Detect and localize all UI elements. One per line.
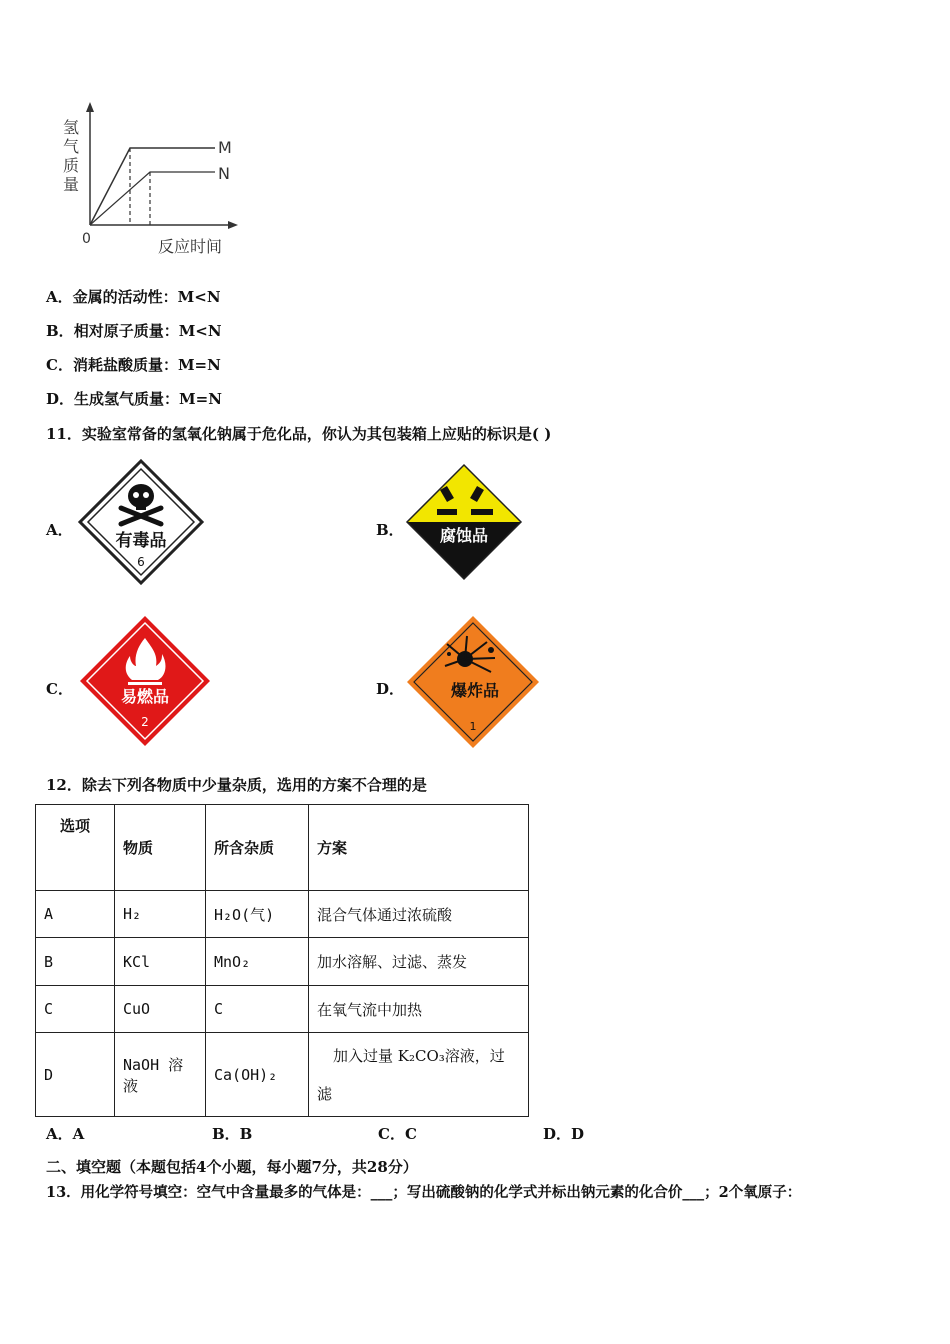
cell-substance: CuO — [115, 986, 206, 1033]
cell-method-line-1: 加入过量 K₂CO₃溶液，过 — [333, 1046, 505, 1065]
toxic-sign-icon — [77, 458, 205, 586]
q10-option-a: A．金属的活动性：M<N — [46, 288, 221, 306]
series-m-line — [90, 148, 215, 225]
cell-substance: H₂ — [115, 891, 206, 938]
q12-answer-a: A．A — [46, 1125, 85, 1143]
header-option: 选项 — [36, 805, 115, 891]
cell-impurity: Ca(OH)₂ — [206, 1033, 309, 1117]
y-axis-label: 氢 气 质 量 — [62, 118, 79, 194]
q11-option-a-letter: A． — [46, 521, 73, 539]
x-axis-arrow — [228, 221, 238, 229]
cell-impurity: H₂O(气) — [206, 891, 309, 938]
header-substance: 物质 — [115, 805, 206, 891]
q12-stem: 12．除去下列各物质中少量杂质，选用的方案不合理的是 — [46, 776, 427, 794]
toxic-sign-text: 有毒品 — [115, 531, 167, 551]
cell-method: 在氧气流中加热 — [309, 986, 529, 1033]
table-header-row — [36, 805, 529, 891]
cell-substance: KCl — [115, 938, 206, 986]
toxic-sign-class: 6 — [137, 555, 145, 569]
section-2-heading: 二、填空题（本题包括4个小题，每小题7分，共28分） — [46, 1158, 418, 1176]
cell-option: C — [36, 986, 115, 1033]
series-n-label: N — [218, 164, 230, 183]
cell-impurity: C — [206, 986, 309, 1033]
table-row — [36, 986, 529, 1033]
cell-method: 加水溶解、过滤、蒸发 — [309, 938, 529, 986]
flammable-sign-class: 2 — [141, 715, 149, 729]
series-n-line — [90, 172, 215, 225]
q10-option-b: B．相对原子质量：M<N — [46, 322, 222, 340]
cell-impurity: MnO₂ — [206, 938, 309, 986]
series-m-label: M — [218, 138, 232, 157]
cell-method-line-2: 滤 — [317, 1084, 333, 1103]
cell-option: A — [36, 891, 115, 938]
y-axis-arrow — [86, 102, 94, 112]
corrosive-sign-text: 腐蚀品 — [439, 526, 489, 545]
q11-option-c-letter: C． — [46, 680, 73, 698]
cell-method: 混合气体通过浓硫酸 — [309, 891, 529, 938]
q12-answer-b: B．B — [212, 1125, 253, 1143]
header-impurity: 所含杂质 — [206, 805, 309, 891]
q11-option-b-letter: B． — [376, 521, 404, 539]
cell-option: B — [36, 938, 115, 986]
q12-table — [35, 804, 529, 1117]
x-axis-label: 反应时间 — [158, 237, 223, 256]
q11-option-d-letter: D． — [376, 680, 405, 698]
cell-substance: NaOH 溶液 — [115, 1033, 206, 1117]
q10-option-c: C．消耗盐酸质量：M=N — [46, 356, 221, 374]
q13-stem: 13．用化学符号填空：空气中含量最多的气体是：___；写出硫酸钠的化学式并标出钠元素的化合价___；2个氧原子： — [46, 1184, 802, 1201]
q10-option-d: D．生成氢气质量：M=N — [46, 390, 222, 408]
q11-stem: 11．实验室常备的氢氧化钠属于危化品，你认为其包装箱上应贴的标识是( ) — [46, 425, 552, 443]
q12-answer-c: C．C — [378, 1125, 417, 1143]
explosive-sign-icon — [405, 614, 541, 750]
cell-method — [309, 1033, 529, 1117]
table-row — [36, 891, 529, 938]
origin-label: 0 — [82, 231, 91, 247]
q12-answer-d: D．D — [543, 1125, 585, 1143]
cell-option: D — [36, 1033, 115, 1117]
table-row — [36, 938, 529, 986]
table-row — [36, 1033, 529, 1117]
explosive-sign-class: 1 — [469, 720, 477, 733]
flammable-sign-icon — [78, 614, 212, 748]
explosive-sign-text: 爆炸品 — [450, 681, 500, 700]
corrosive-sign-icon — [405, 463, 523, 581]
header-method: 方案 — [309, 805, 529, 891]
flammable-sign-text: 易燃品 — [120, 687, 170, 706]
